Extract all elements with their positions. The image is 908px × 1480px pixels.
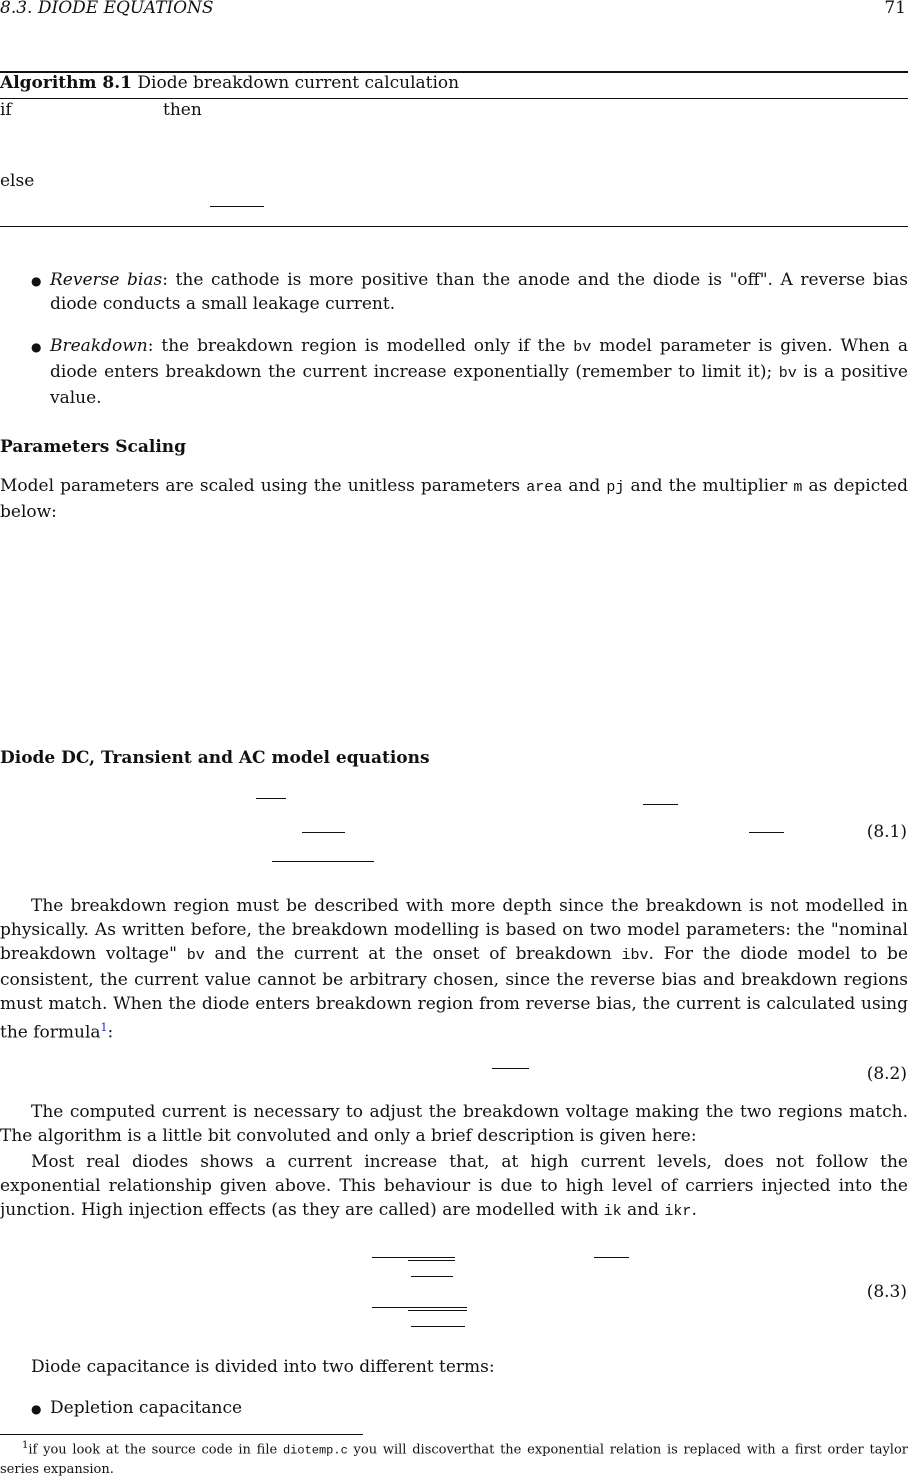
footnote-rule	[0, 1434, 363, 1435]
algorithm-caption-rule	[0, 98, 908, 99]
breakdown-term: Breakdown	[50, 336, 148, 356]
paragraph-text: and the current at the onset of breakdown	[204, 944, 622, 964]
scaling-text: as depicted below:	[0, 476, 908, 522]
paragraph-text: Most real diodes shows a current increase that, at high current levels, does not follow the exponential relationship given above. This behaviour is due to high level of carriers injected into the junction. High injection effects (as they are called) are modelled with	[0, 1152, 908, 1220]
code-pj: pj	[606, 479, 625, 496]
algorithm-bottom-rule	[0, 226, 908, 227]
section-heading-scaling: Parameters Scaling	[0, 437, 187, 457]
eq3-fraction-bar	[408, 1260, 455, 1261]
eq1-fraction-bar	[272, 861, 374, 862]
capacitance-paragraph: Diode capacitance is divided into two different terms:	[31, 1357, 495, 1377]
equation-number-8-2: (8.2)	[866, 1064, 907, 1084]
footnote-mark: 1	[22, 1440, 29, 1451]
bullet-reverse-bias	[50, 268, 908, 316]
scaling-text: Model parameters are scaled using the unitless parameters	[0, 476, 527, 496]
code-ibv: ibv	[621, 947, 649, 964]
eq1-fraction-bar	[749, 832, 784, 833]
paragraph-text: The breakdown region must be described with more depth since the breakdown is not modelled in physically. As written before, the breakdown modelling is based on two model parameters: the "nominal breakdown voltage"	[0, 896, 908, 964]
scaling-text: and the multiplier	[624, 476, 794, 496]
eq2-fraction-bar	[492, 1068, 529, 1069]
bullet-dot: ●	[31, 274, 42, 288]
eq3-fraction-bar	[372, 1307, 467, 1308]
code-m: m	[793, 479, 803, 496]
eq3-fraction-bar	[411, 1276, 453, 1277]
algorithm-keyword-if: if	[0, 100, 12, 120]
code-diotemp: diotemp.c	[282, 1443, 348, 1458]
footnote-text: you will discoverthat the exponential relation is replaced with a first order taylor series expansion.	[0, 1442, 908, 1478]
code-ikr: ikr	[664, 1203, 692, 1220]
algorithm-title: Diode breakdown current calculation	[137, 73, 460, 93]
scaling-text: and	[562, 476, 607, 496]
bullet-depletion-capacitance: Depletion capacitance	[50, 1398, 243, 1418]
footnote-reference[interactable]: 1	[100, 1021, 108, 1034]
reverse-bias-term: Reverse bias	[50, 270, 163, 290]
paragraph-text: :	[107, 1022, 114, 1043]
eq1-fraction-bar	[643, 804, 678, 805]
reverse-bias-text: : the cathode is more positive than the anode and the diode is "off". A reverse bias diode conducts a small leakage current.	[50, 270, 908, 314]
algorithm-keyword-then: then	[163, 100, 202, 120]
page-number: 71	[884, 0, 906, 18]
eq3-fraction-bar	[372, 1257, 455, 1258]
code-bv: bv	[573, 339, 592, 356]
breakdown-paragraph	[0, 894, 908, 1045]
breakdown-text: is a positive value.	[50, 362, 908, 408]
equation-number-8-1: (8.1)	[866, 822, 907, 842]
bullet-dot: ●	[31, 1402, 42, 1416]
high-injection-paragraph	[0, 1150, 908, 1224]
footnote	[0, 1436, 908, 1480]
eq3-fraction-bar	[594, 1257, 629, 1258]
eq3-fraction-bar	[408, 1310, 467, 1311]
footnote-text: if you look at the source code in file	[28, 1442, 283, 1458]
paragraph-text: .	[691, 1200, 697, 1220]
code-bv: bv	[778, 365, 797, 382]
code-area: area	[526, 479, 563, 496]
algorithm-keyword-else: else	[0, 171, 35, 191]
bullet-dot: ●	[31, 340, 42, 354]
code-bv: bv	[186, 947, 205, 964]
equation-number-8-3: (8.3)	[866, 1282, 907, 1302]
paragraph-text: and	[621, 1200, 665, 1220]
scaling-paragraph	[0, 474, 908, 524]
paragraph-text: . For the diode model to be consistent, the current value cannot be arbitrary chosen, since the reverse bias and breakdown regions must match. When the diode enters breakdown region from reverse bias, the current is calculated using the formula	[0, 944, 908, 1043]
algorithm-caption	[0, 73, 459, 93]
eq1-fraction-bar	[302, 832, 345, 833]
section-heading-dc: Diode DC, Transient and AC model equations	[0, 748, 430, 768]
algorithm-label: Algorithm 8.1	[0, 73, 132, 93]
code-ik: ik	[603, 1203, 622, 1220]
eq1-fraction-bar	[256, 798, 286, 799]
bullet-breakdown	[50, 334, 908, 410]
eq3-fraction-bar	[411, 1326, 465, 1327]
algorithm-fraction-bar	[210, 206, 264, 207]
algorithm-paragraph: The computed current is necessary to adjust the breakdown voltage making the two regions match. The algorithm is a little bit convoluted and only a brief description is given here:	[0, 1102, 908, 1146]
running-header-section: 8.3. DIODE EQUATIONS	[0, 0, 214, 18]
breakdown-text: : the breakdown region is modelled only if the	[147, 336, 574, 356]
breakdown-text: model parameter is given. When a diode enters breakdown the current increase exponentially (remember to limit it);	[50, 336, 908, 382]
